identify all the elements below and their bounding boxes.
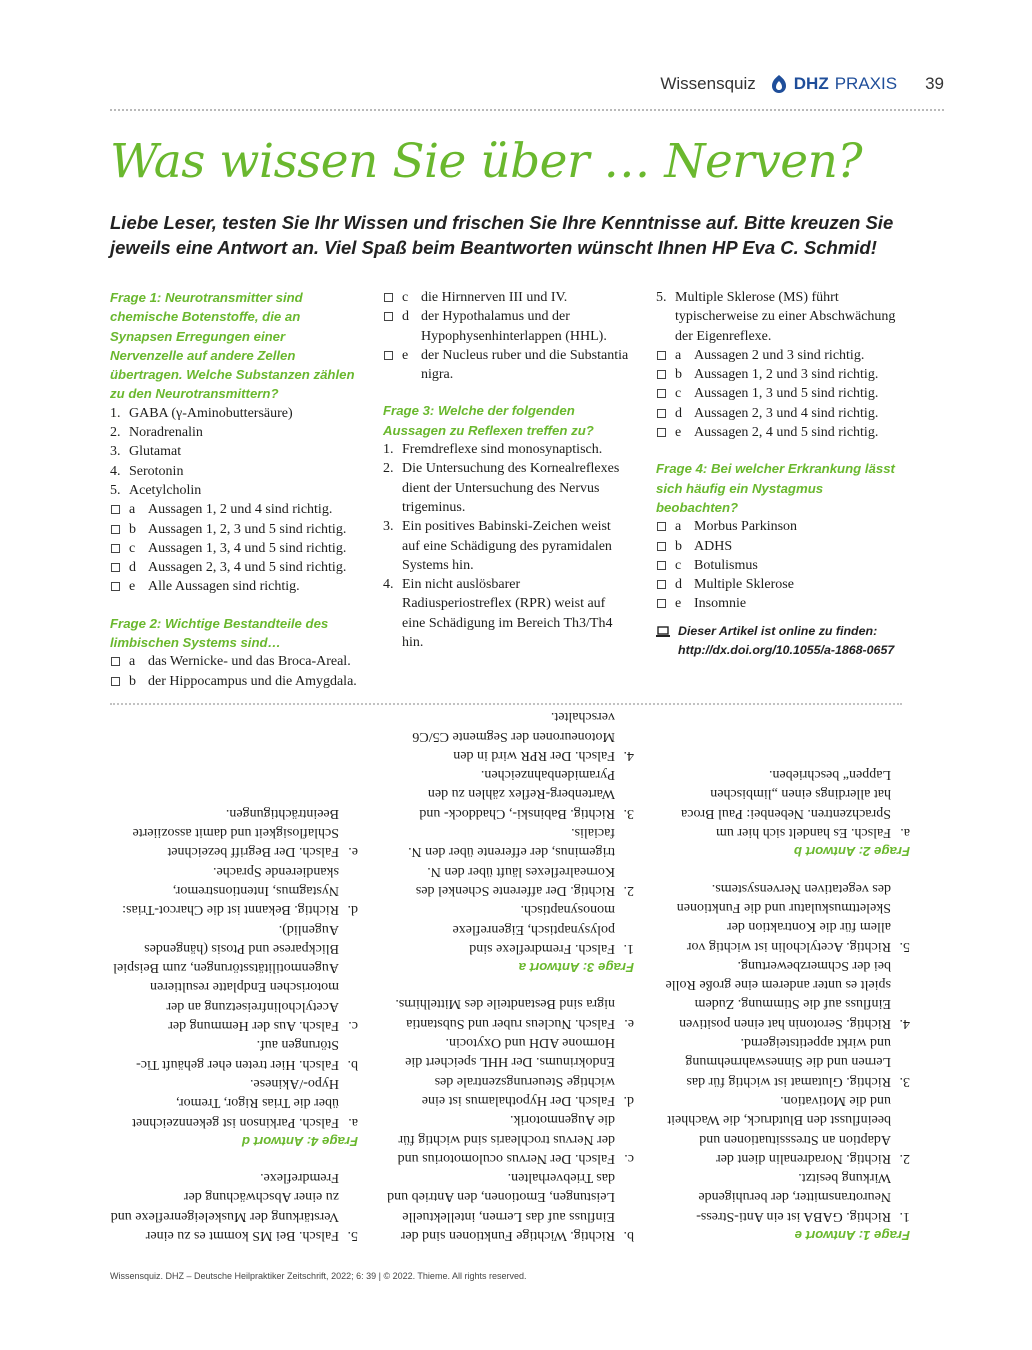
checkbox-icon[interactable] [384,351,393,360]
answer-item: 1. Richtig. GABA ist ein Anti-Stress-Neurotransmitter, der beruhigende Wirkung besitzt. [696,1170,910,1224]
answer-options [110,652,358,691]
brand-sub: PRAXIS [834,74,898,93]
option-a[interactable]: a Aussagen 1, 2 und 4 sind richtig. [110,500,358,519]
intro-text: Liebe Leser, testen Sie Ihr Wissen und frischen Sie Ihre Kenntnisse auf. Bitte kreuzen Sie jeweils eine Antwort an. Viel Spaß beim Beantworten wünscht Ihnen HP Eva C. Schmid! [110,212,894,258]
answer-item: b. Falsch. Hier treten eher gehäuft Tic-Störungen auf. [136,1037,358,1072]
option-d[interactable]: d der Hypothalamus und der Hypophysenhinterlappen (HHL). [383,307,631,346]
statement-list [110,404,358,500]
answers-column-3 [110,803,358,1245]
answer-heading: Frage 1: Antwort e [794,1228,910,1243]
online-note [656,622,904,660]
statement-item: 5. Multiple Sklerose (MS) führt typischerweise zu einer Abschwächung der Eigenreflexe. [656,290,896,344]
answer-heading: Frage 3: Antwort a [518,960,634,976]
answer-options [383,288,631,384]
option-b[interactable]: b der Hippocampus und die Amygdala. [110,672,358,691]
checkbox-icon[interactable] [657,409,666,418]
answer-list [110,1168,358,1245]
option-b[interactable]: b Aussagen 1, 2 und 3 sind richtig. [656,365,904,384]
checkbox-icon[interactable] [657,370,666,379]
option-d[interactable]: d Multiple Sklerose [656,575,904,594]
answer-list [110,803,358,1131]
brand-main: DHZ [793,74,829,93]
section-label: Wissensquiz [660,74,756,93]
option-c[interactable]: c die Hirnnerven III und IV. [383,288,631,307]
answer-item: 4. Falsch. Der RPR wird in den Motoneuronen der Segmente C5/C6 verschaltet. [412,709,634,763]
option-c[interactable]: c Aussagen 1, 3, 4 und 5 sind richtig. [110,539,358,558]
page-title: Was wissen Sie über … Nerven? [110,134,863,189]
question-heading: Frage 1: Neurotransmitter sind chemische Botenstoffe, die an Synapsen Erregungen einer Nervenzelle auf andere Zellen übertragen. Welche Substanzen zählen zu den Neurotransmittern? [110,290,355,402]
statement-item: 4. Ein nicht auslösbarer Radiusperiostreflex (RPR) weist auf eine Schädigung im Bereich Th3/Th4 hin. [383,577,613,651]
checkbox-icon[interactable] [657,542,666,551]
answer-item: d. Richtig. Bekannt ist die Charcot-Trias: Nystagmus, Intentionstremor, skandierende Sprache. [122,863,358,918]
question-heading: Frage 3: Welche der folgenden Aussagen zu Reflexen treffen zu? [383,403,594,438]
answer-options [110,500,358,596]
statement-item: 2. Die Untersuchung des Kornealreflexes dient der Untersuchung des Nervus trigeminus. [383,461,620,515]
option-e[interactable]: e der Nucleus ruber und die Substantia nigra. [383,346,631,385]
statement-list [656,288,904,346]
statement-item: 3. Glutamat [110,444,182,460]
answer-item: 4. Richtig. Serotonin hat einen positiven Einfluss auf die Stimmung. Zudem spielt es unter anderem eine große Rolle bei der Schmerzbewertung. [665,957,910,1031]
checkbox-icon[interactable] [657,522,666,531]
questions-column-2 [383,288,631,652]
answer-item: e. Falsch. Der Begriff bezeichnet Schlaflosigkeit und damit assoziierte Beeinträchtigungen. [132,805,358,860]
answer-item: 3. Richtig. Glutamat ist wichtig für das Lernen und die Sinneswahrnehmung und wirkt appetitsteigernd. [685,1035,910,1089]
answer-item: 1. Falsch. Fremdreflexe sind polysynaptisch, Eigenreflexe monosynaptisch. [452,902,634,956]
answer-item: a. Falsch. Es handelt sich hier um Sprachzentren. Nebenbei: Paul Broca hat allerdings einen „limbischen Lappen“ beschrieben. [681,767,910,841]
question-heading: Frage 4: Bei welcher Erkrankung lässt sich häufig ein Nystagmus beobachten? [656,461,895,515]
checkbox-icon[interactable] [657,580,666,589]
statement-item: 1. GABA (γ-Aminobuttersäure) [110,405,293,421]
checkbox-icon[interactable] [384,312,393,321]
option-e[interactable]: e Insomnie [656,594,904,613]
questions-column-3 [656,288,904,660]
statement-item: 2. Noradrenalin [110,425,203,441]
answer-item: 5. Richtig. Acetylcholin ist wichtig vor allem für die Kontraktion der Skelettmuskulatur und die Funktionen des vegetativen Nervensystems. [676,880,910,954]
dhz-logo-icon [770,74,788,94]
answer-item: 2. Richtig. Noradrenalin dient der Adaption an Stresssituationen und beeinflusst den Blutdruck, die Wachheit und die Motivation. [667,1092,910,1166]
option-a[interactable]: a Aussagen 2 und 3 sind richtig. [656,346,904,365]
checkbox-icon[interactable] [111,544,120,553]
checkbox-icon[interactable] [111,582,120,591]
answer-list [662,878,910,1225]
doi-link[interactable]: http://dx.doi.org/10.1055/a-1868-0657 [678,642,895,657]
answer-heading: Frage 4: Antwort d [241,1133,358,1149]
answer-item: c. Falsch. Aus der Hemmung der Acetylcholinfreisetzung an der motorischen Endplatte resultieren Augenmotilitätsstörungen, zum Beispiel Blickparese und Ptosis (hängendes Augenlid). [113,921,358,1034]
answers-divider [110,703,902,705]
answer-list [386,994,634,1245]
checkbox-icon[interactable] [111,677,120,686]
question-heading: Frage 2: Wichtige Bestandteile des limbischen Systems sind… [110,615,329,651]
answer-item: e. Falsch. Nucleus ruber und Substantia nigra sind Bestandteile des Mittelhirns. [395,996,634,1031]
option-b[interactable]: b Aussagen 1, 2, 3 und 5 sind richtig. [110,520,358,539]
answer-key-inverted [110,709,910,1245]
brand-logo [770,74,897,94]
option-c[interactable]: c Aussagen 1, 3 und 5 sind richtig. [656,384,904,403]
option-e[interactable]: e Aussagen 2, 4 und 5 sind richtig. [656,423,904,442]
answer-list [386,707,634,958]
answer-list [662,765,910,842]
checkbox-icon[interactable] [384,293,393,302]
statement-list [383,440,631,652]
statement-item: 5. Acetylcholin [110,482,202,498]
checkbox-icon[interactable] [657,561,666,570]
page-number: 39 [925,74,944,93]
checkbox-icon[interactable] [111,563,120,572]
option-e[interactable]: e Alle Aussagen sind richtig. [110,577,358,596]
header-divider [110,109,944,111]
answer-heading: Frage 2: Antwort b [793,844,910,860]
answer-item: a. Falsch. Parkinson ist gekennzeichnet über die Trias Rigor, Tremor, Hypo-/Akinese. [132,1075,358,1130]
statement-item: 3. Ein positives Babinski-Zeichen weist auf eine Schädigung des pyramidalen Systems hin. [383,519,612,573]
checkbox-icon[interactable] [111,505,120,514]
answers-column-2 [386,707,634,1245]
option-a[interactable]: a Morbus Parkinson [656,517,904,536]
footer-citation: Wissensquiz. DHZ – Deutsche Heilpraktiker Zeitschrift, 2022; 6: 39 | © 2022. Thieme. All rights reserved. [110,1271,527,1281]
laptop-icon [656,626,670,637]
checkbox-icon[interactable] [111,657,120,666]
checkbox-icon[interactable] [657,351,666,360]
answer-item: b. Richtig. Wichtige Funktionen sind der Einfluss auf das Lernen, intellektuelle Leistungen, Emotionen, den Antrieb und das Triebverhalten. [387,1170,634,1243]
answer-item: c. Falsch. Der Nervus oculomotorius und der Nervus trochlearis sind wichtig für die Augenmotorik. [397,1112,634,1166]
option-a[interactable]: a das Wernicke- und das Broca-Areal. [110,652,358,671]
checkbox-icon[interactable] [111,525,120,534]
questions-column-1 [110,288,358,691]
statement-item: 1. Fremdreflexe sind monosynaptisch. [383,442,603,458]
answer-item: 2. Richtig. Der afferente Schenkel des Kornealreflexes läuft über den N. trigeminus, der efferente über den N. facialis. [408,825,634,898]
answer-item: d. Falsch. Der Hypothalamus ist eine wichtige Steuerungszentrale des Endokrinums. Der HHL speichert die Hormone ADH und Oxytocin. [405,1035,634,1108]
statement-item: 4. Serotonin [110,463,184,479]
online-note-text: Dieser Artikel ist online zu finden: [678,623,878,638]
answer-item: 3. Richtig. Babinski-, Chaddock- und Wartenberg-Reflex zählen zu den Pyramidenbahnzeichen. [419,767,634,821]
checkbox-icon[interactable] [657,428,666,437]
checkbox-icon[interactable] [657,389,666,398]
option-c[interactable]: c Botulismus [656,556,904,575]
answer-item: 5. Falsch. Bei MS kommt es zu einer Verstärkung der Muskeleigenreflexe und zu einer Abschwächung der Fremdreflexe. [110,1170,358,1243]
checkbox-icon[interactable] [657,599,666,608]
option-b[interactable]: b ADHS [656,537,904,556]
answer-options [656,517,904,613]
option-d[interactable]: d Aussagen 2, 3, 4 und 5 sind richtig. [110,558,358,577]
option-d[interactable]: d Aussagen 2, 3 und 4 sind richtig. [656,404,904,423]
running-header [660,74,944,94]
answers-column-1 [662,765,910,1245]
answer-options [656,346,904,442]
